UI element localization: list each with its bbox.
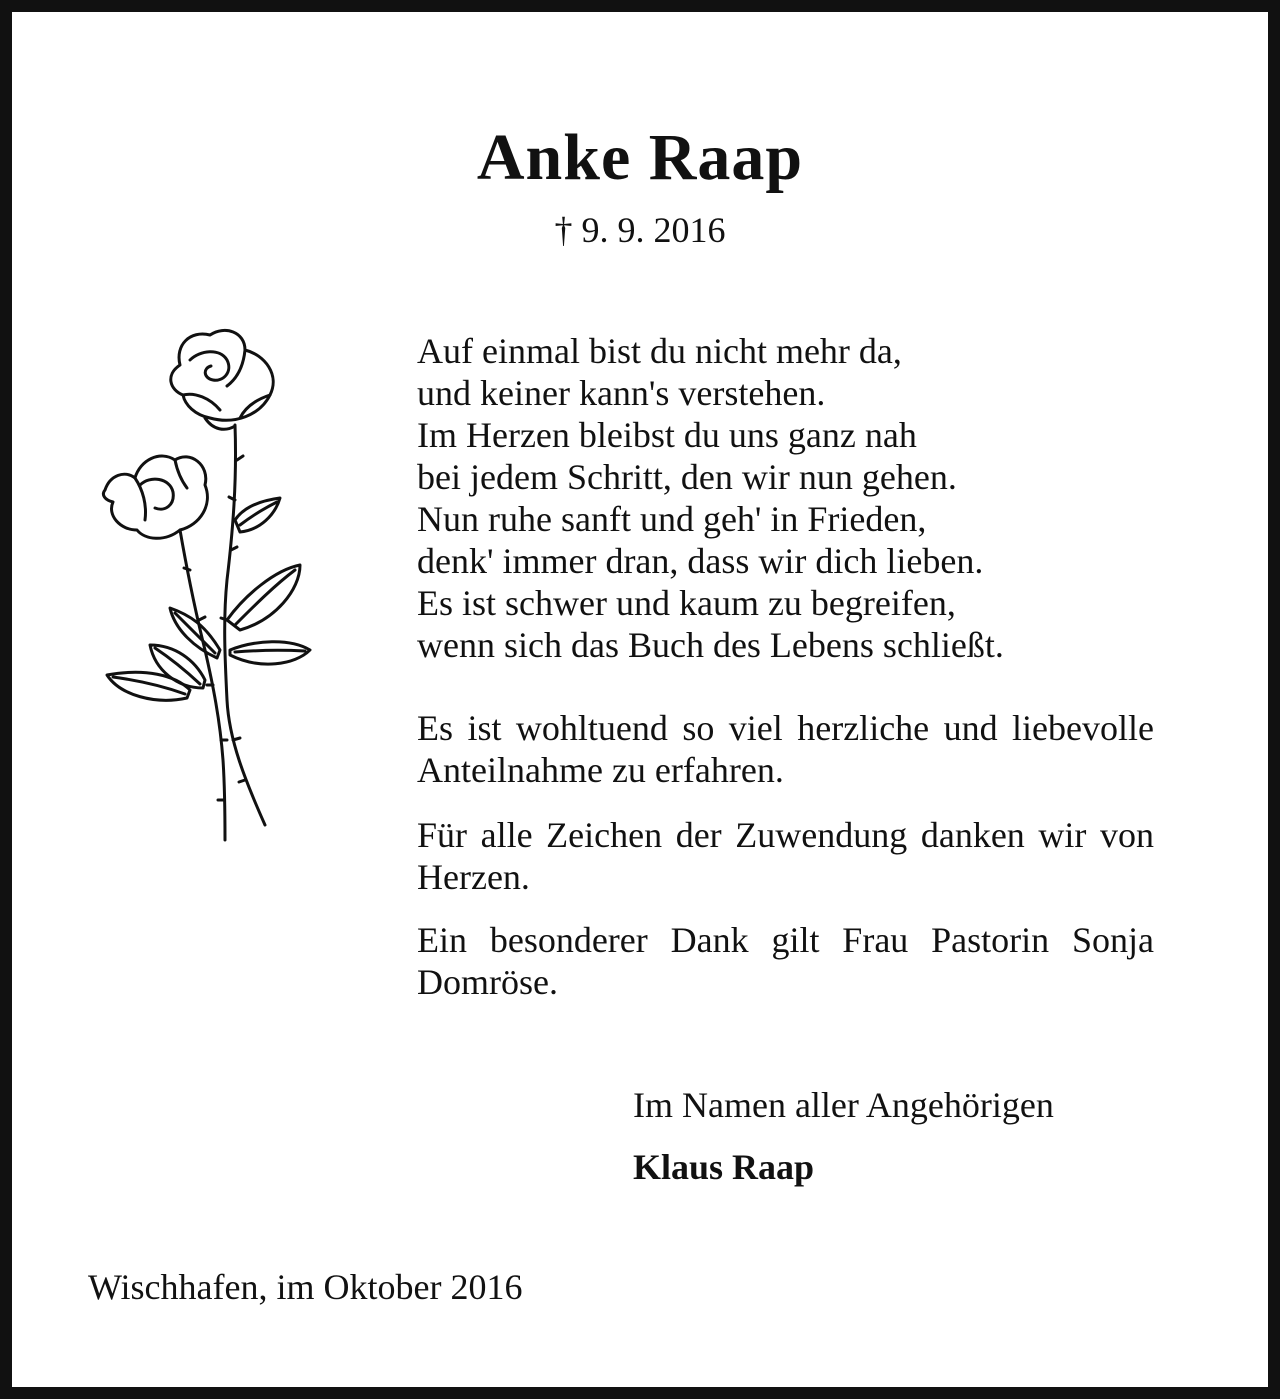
poem-line: Im Herzen bleibst du uns ganz nah [417,415,917,455]
poem-line: wenn sich das Buch des Lebens schließt. [417,625,1004,665]
poem-line: und keiner kann's verstehen. [417,373,826,413]
poem-line: Es ist schwer und kaum zu begreifen, [417,583,956,623]
rose-illustration [95,320,335,850]
poem-line: Auf einmal bist du nicht mehr da, [417,331,902,371]
thanks-paragraph: Ein besonderer Dank gilt Frau Pastorin Sonja Domröse. [417,920,1154,1002]
poem [417,330,1157,666]
thanks-paragraph: Für alle Zeichen der Zuwendung danken wir von Herzen. [417,815,1154,897]
closing-line: Im Namen aller Angehörigen [633,1085,1054,1125]
thanks-paragraph: Es ist wohltuend so viel herzliche und liebevolle Anteilnahme zu erfahren. [417,708,1154,790]
signer-name: Klaus Raap [633,1147,815,1187]
place-and-date: Wischhafen, im Oktober 2016 [88,1267,523,1307]
poem-line: denk' immer dran, dass wir dich lieben. [417,541,984,581]
poem-line: bei jedem Schritt, den wir nun gehen. [417,457,957,497]
death-date: † 9. 9. 2016 [554,210,726,250]
deceased-name: Anke Raap [476,121,804,194]
poem-line: Nun ruhe sanft und geh' in Frieden, [417,499,927,539]
